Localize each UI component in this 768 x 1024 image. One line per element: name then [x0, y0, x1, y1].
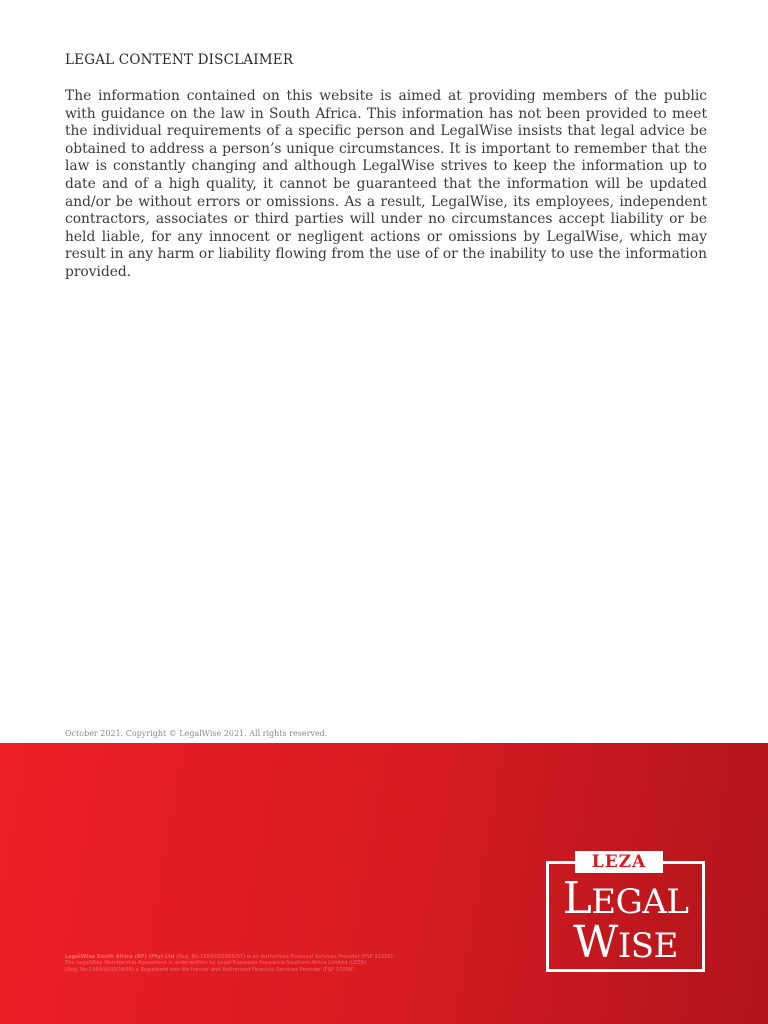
disclaimer-heading: LEGAL CONTENT DISCLAIMER [65, 52, 294, 68]
fine-print-line-2: The LegalWise Membership Agreement is underwritten by Legal Expenses Insurance Southern Africa Limited (LEZA) [65, 960, 367, 967]
copyright-notice: October 2021. Copyright © LegalWise 2021. All rights reserved. [65, 729, 328, 738]
logo-leza-label: LEZA [575, 851, 663, 873]
logo-wise-rest: ISE [617, 926, 678, 966]
logo-legal-cap: L [562, 873, 592, 924]
fine-print-line-3: (Reg. No.1964/003974/06) a Registered non-life Insurer and Authorised Financial Services Provider (FSP 37058). [65, 966, 356, 973]
footer-band [0, 743, 768, 1024]
logo-line-legal [546, 873, 705, 924]
disclaimer-body: The information contained on this website is aimed at providing members of the public with guidance on the law in South Africa. This information has not been provided to meet the individual requirements of a specific person and LegalWise insists that legal advice be obtained to address a person’s unique circumstances. It is important to remember that the law is constantly changing and although LegalWise strives to keep the information up to date and of a high quality, it cannot be guaranteed that the information will be updated and/or be without errors or omissions. As a result, LegalWise, its employees, independent contractors, associates or third parties will under no circumstances accept liability or be held liable, for any innocent or negligent actions or omissions by LegalWise, which may result in any harm or liability flowing from the use of or the inability to use the information provided. [65, 88, 707, 280]
fine-print-company: LegalWise South Africa (RF) (Pty) Ltd [65, 954, 175, 960]
logo-wise-cap: W [573, 917, 618, 968]
logo-legal-rest: EGAL [591, 882, 689, 922]
legalwise-logo [546, 851, 705, 972]
fine-print-line-1: (Reg. No.1999/005805/07) is an Authorised Financial Services Provider (FSP 32256). [176, 954, 395, 960]
logo-line-wise [546, 917, 705, 968]
footer-fine-print [65, 954, 445, 973]
